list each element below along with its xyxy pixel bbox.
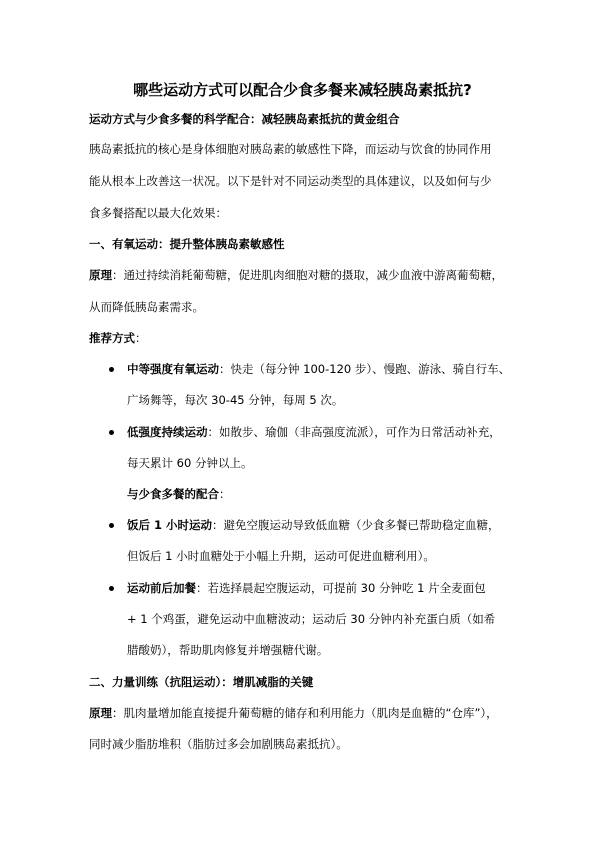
principle-label: 原理 [89,268,112,282]
combo-colon: ： [219,487,231,501]
combo-bullet-2-line-3: 腊酸奶），帮助肌肉修复并增强糖代谢。 [127,643,329,657]
bullet-label: 中等强度有氧运动 [127,362,219,376]
combo-bullet-1-line-2: 但饭后 1 小时血糖处于小幅上升期，运动可促进血糖利用）。 [127,549,435,563]
bullet-icon [109,367,114,372]
combo-heading [127,487,231,501]
bullet-text: ：若选择晨起空腹运动，可提前 30 分钟吃 1 片全麦面包 [196,581,486,595]
bullet-1-line-1 [127,362,510,376]
bullet-2-line-1 [127,425,501,439]
bullet-text: ：如散步、瑜伽（非高强度流派），可作为日常活动补充， [207,425,501,439]
bullet-2-line-2: 每天累计 60 分钟以上。 [127,456,253,470]
section2-heading: 二、力量训练（抗阻运动）：增肌减脂的关键 [89,675,314,689]
intro-line-3: 食多餐搭配以最大化效果： [89,206,227,220]
bullet-label: 低强度持续运动 [127,425,208,439]
combo-bullet-1-line-1 [127,518,500,532]
bullet-text: ：避免空腹运动导致低血糖（少食多餐已帮助稳定血糖， [212,518,500,532]
section2-principle-line-2: 同时减少脂肪堆积（脂肪过多会加剧胰岛素抵抗）。 [89,737,348,751]
bullet-text: ：快走（每分钟 100-120 步）、慢跑、游泳、骑自行车、 [219,362,511,376]
bullet-label: 运动前后加餐 [127,581,196,595]
recommend-heading [89,331,147,345]
page-title: 哪些运动方式可以配合少食多餐来减轻胰岛素抵抗? [133,81,472,99]
bullet-1-line-2: 广场舞等，每次 30-45 分钟，每周 5 次。 [127,393,344,407]
section1-heading: 一、有氧运动：提升整体胰岛素敏感性 [89,237,285,251]
subtitle: 运动方式与少食多餐的科学配合：减轻胰岛素抵抗的黄金组合 [89,112,400,126]
intro-line-2: 能从根本上改善这一状况。以下是针对不同运动类型的具体建议，以及如何与少 [89,174,492,188]
combo-bullet-2-line-2: + 1 个鸡蛋，避免运动中血糖波动；运动后 30 分钟内补充蛋白质（如希 [127,612,496,626]
bullet-icon [109,523,114,528]
bullet-label: 饭后 1 小时运动 [127,518,213,532]
bullet-icon [109,586,114,591]
intro-line-1: 胰岛素抵抗的核心是身体细胞对胰岛素的敏感性下降，而运动与饮食的协同作用 [89,142,492,156]
principle-text: ：通过持续消耗葡萄糖，促进肌肉细胞对糖的摄取，减少血液中游离葡萄糖， [112,268,503,282]
section2-principle-line-1 [89,706,498,720]
recommend-colon: ： [135,331,147,345]
principle-label: 原理 [89,706,112,720]
combo-bullet-2-line-1 [127,581,486,595]
section1-principle-line-2: 从而降低胰岛素需求。 [89,300,204,314]
section1-principle-line-1 [89,268,503,282]
principle-text: ：肌肉量增加能直接提升葡萄糖的储存和利用能力（肌肉是血糖的“仓库”）， [112,706,498,720]
combo-label: 与少食多餐的配合 [127,487,219,501]
recommend-label: 推荐方式 [89,331,135,345]
bullet-icon [109,430,114,435]
